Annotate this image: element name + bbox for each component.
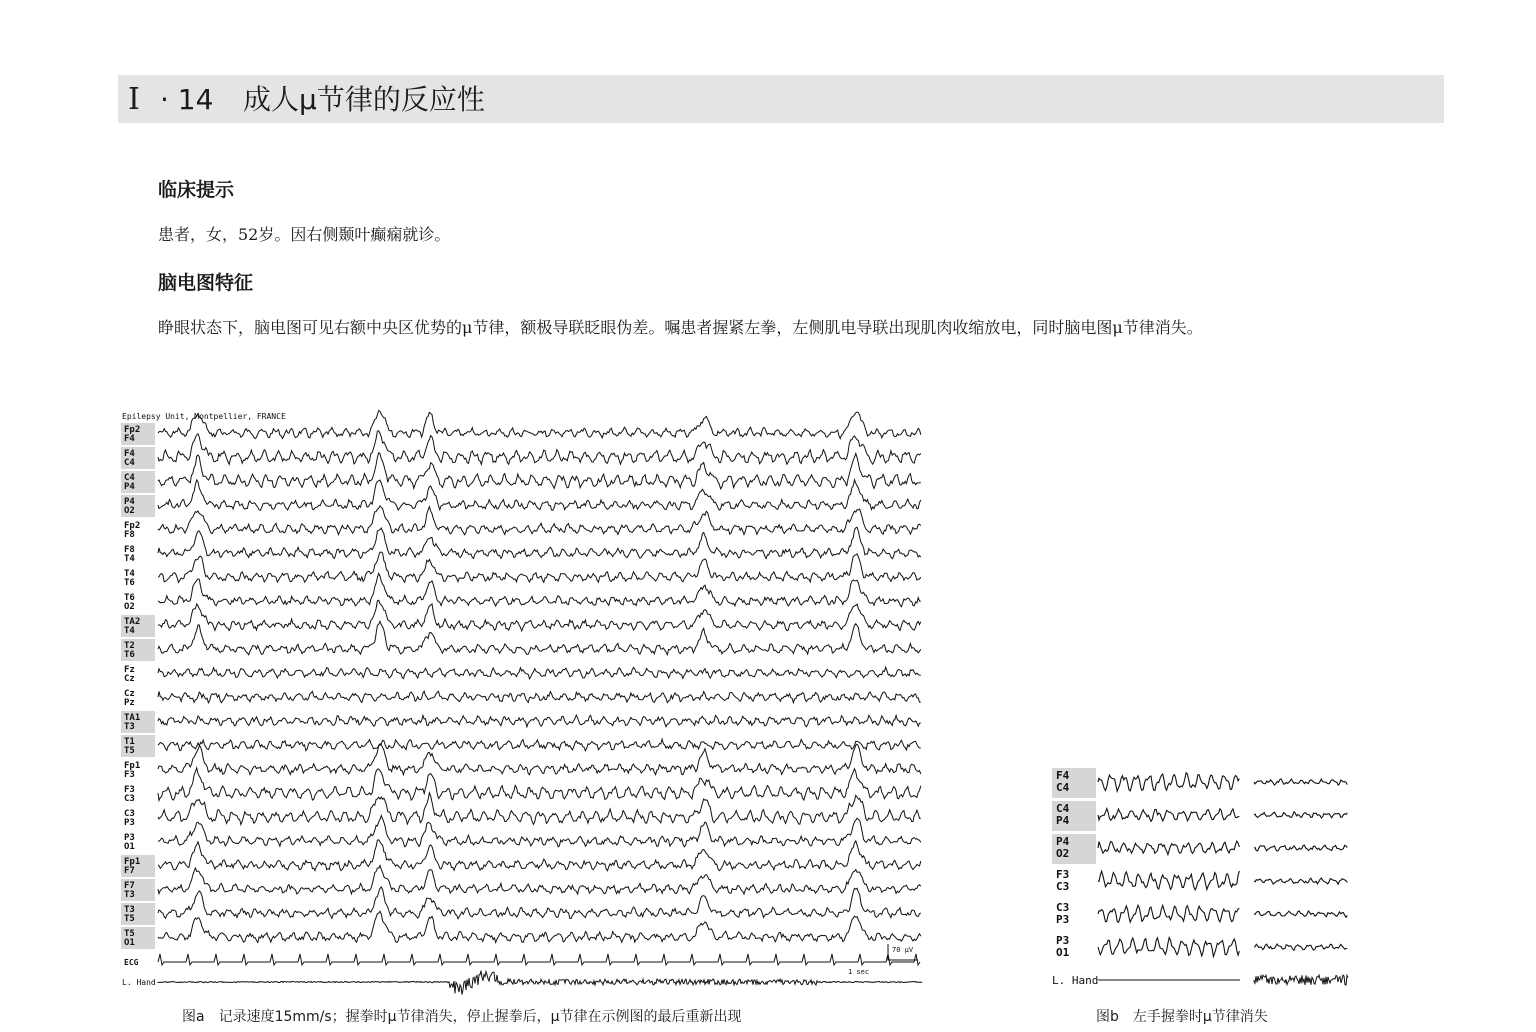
- channel-label-bottom: T4: [124, 554, 135, 564]
- channel-label-bottom: Pz: [124, 698, 135, 708]
- channel-label-bottom: P4: [1056, 814, 1070, 827]
- figure-a-source-label: Epilepsy Unit, Montpellier, FRANCE: [122, 412, 286, 421]
- section-heading-clinical: 临床提示: [158, 179, 235, 201]
- channel-label-top: T2: [124, 641, 135, 651]
- channel-label-top: F4: [124, 449, 135, 459]
- channel-label-bottom: P4: [124, 482, 135, 492]
- channel-label-bottom: P3: [124, 818, 135, 828]
- figure-b-caption: 图b 左手握拳时μ节律消失: [1096, 1009, 1268, 1025]
- figure-a-background: [118, 408, 924, 998]
- channel-label-bottom: F7: [124, 866, 135, 876]
- scale-amplitude-label: 70 μV: [892, 946, 914, 954]
- chapter-title: 成人μ节律的反应性: [243, 83, 485, 116]
- channel-label-top: C4: [124, 473, 135, 483]
- channel-label-bottom: P3: [1056, 913, 1070, 926]
- channel-label-bottom: T3: [124, 890, 135, 900]
- channel-label-bottom: T6: [124, 578, 135, 588]
- channel-label-bottom: C3: [124, 794, 135, 804]
- channel-label-top: P3: [1056, 934, 1070, 947]
- section-heading-eeg: 脑电图特征: [158, 272, 254, 294]
- channel-label-bottom: F4: [124, 434, 135, 444]
- channel-label-top: T5: [124, 929, 135, 939]
- channel-label-top: Fp2: [124, 425, 141, 435]
- figure-b-eeg-traces: [1050, 762, 1352, 994]
- eeg-features-text: 睁眼状态下，脑电图可见右额中央区优势的μ节律，额极导联眨眼伪差。嘱患者握紧左拳，左侧肌电导联出现肌肉收缩放电，同时脑电图μ节律消失。: [158, 318, 1203, 337]
- figure-a-caption: 图a 记录速度15mm/s；握拳时μ节律消失，停止握拳后，μ节律在示例图的最后重新出现: [182, 1009, 742, 1025]
- channel-label-bottom: Cz: [124, 674, 135, 684]
- channel-label-bottom: T4: [124, 626, 135, 636]
- figure-b-eeg: [1050, 762, 1352, 994]
- channel-label-bottom: C3: [1056, 880, 1070, 893]
- figure-a-eeg: [118, 408, 924, 998]
- channel-label-top: Fz: [124, 665, 135, 675]
- channel-label-top: P4: [1056, 835, 1070, 848]
- clinical-text: 患者，女，52岁。因右侧颞叶癫痫就诊。: [158, 225, 451, 244]
- channel-label-top: Cz: [124, 689, 135, 699]
- channel-label-top: F8: [124, 545, 135, 555]
- channel-label-bottom: O1: [1056, 946, 1070, 959]
- channel-label-bottom: O2: [124, 506, 135, 516]
- channel-label-bottom: O2: [1056, 847, 1070, 860]
- channel-label-top: F7: [124, 881, 135, 891]
- channel-label-top: T4: [124, 569, 135, 579]
- channel-label-bottom: F3: [124, 770, 135, 780]
- channel-label-bottom: T5: [124, 746, 135, 756]
- channel-label-bottom: C4: [124, 458, 135, 468]
- channel-label-bottom: T3: [124, 722, 135, 732]
- hand-emg-label: L. Hand: [122, 978, 156, 987]
- channel-label-top: T1: [124, 737, 135, 747]
- channel-label-top: C3: [1056, 901, 1070, 914]
- channel-label-top: P3: [124, 833, 135, 843]
- channel-label-bottom: F8: [124, 530, 135, 540]
- chapter-number: · 14: [160, 83, 214, 116]
- channel-label-top: F3: [1056, 868, 1070, 881]
- channel-label-top: C4: [1056, 802, 1070, 815]
- hand-emg-label: L. Hand: [1052, 974, 1099, 987]
- channel-label-bottom: O2: [124, 602, 135, 612]
- channel-label-top: Fp1: [124, 857, 141, 867]
- figure-a-eeg-traces: [118, 408, 924, 998]
- ecg-label: ECG: [124, 958, 139, 967]
- channel-label-top: T6: [124, 593, 135, 603]
- channel-label-bottom: O1: [124, 938, 135, 948]
- channel-label-top: T3: [124, 905, 135, 915]
- channel-label-top: F4: [1056, 769, 1070, 782]
- channel-label-top: P4: [124, 497, 135, 507]
- scale-time-label: 1 sec: [848, 968, 870, 976]
- chapter-roman-numeral: I: [128, 82, 140, 117]
- channel-label-bottom: T6: [124, 650, 135, 660]
- channel-label-bottom: T5: [124, 914, 135, 924]
- channel-label-top: Fp1: [124, 761, 141, 771]
- channel-label-top: TA2: [124, 617, 141, 627]
- channel-label-top: Fp2: [124, 521, 141, 531]
- channel-label-bottom: O1: [124, 842, 135, 852]
- channel-label-top: TA1: [124, 713, 141, 723]
- channel-label-top: F3: [124, 785, 135, 795]
- channel-label-bottom: C4: [1056, 781, 1070, 794]
- channel-label-top: C3: [124, 809, 135, 819]
